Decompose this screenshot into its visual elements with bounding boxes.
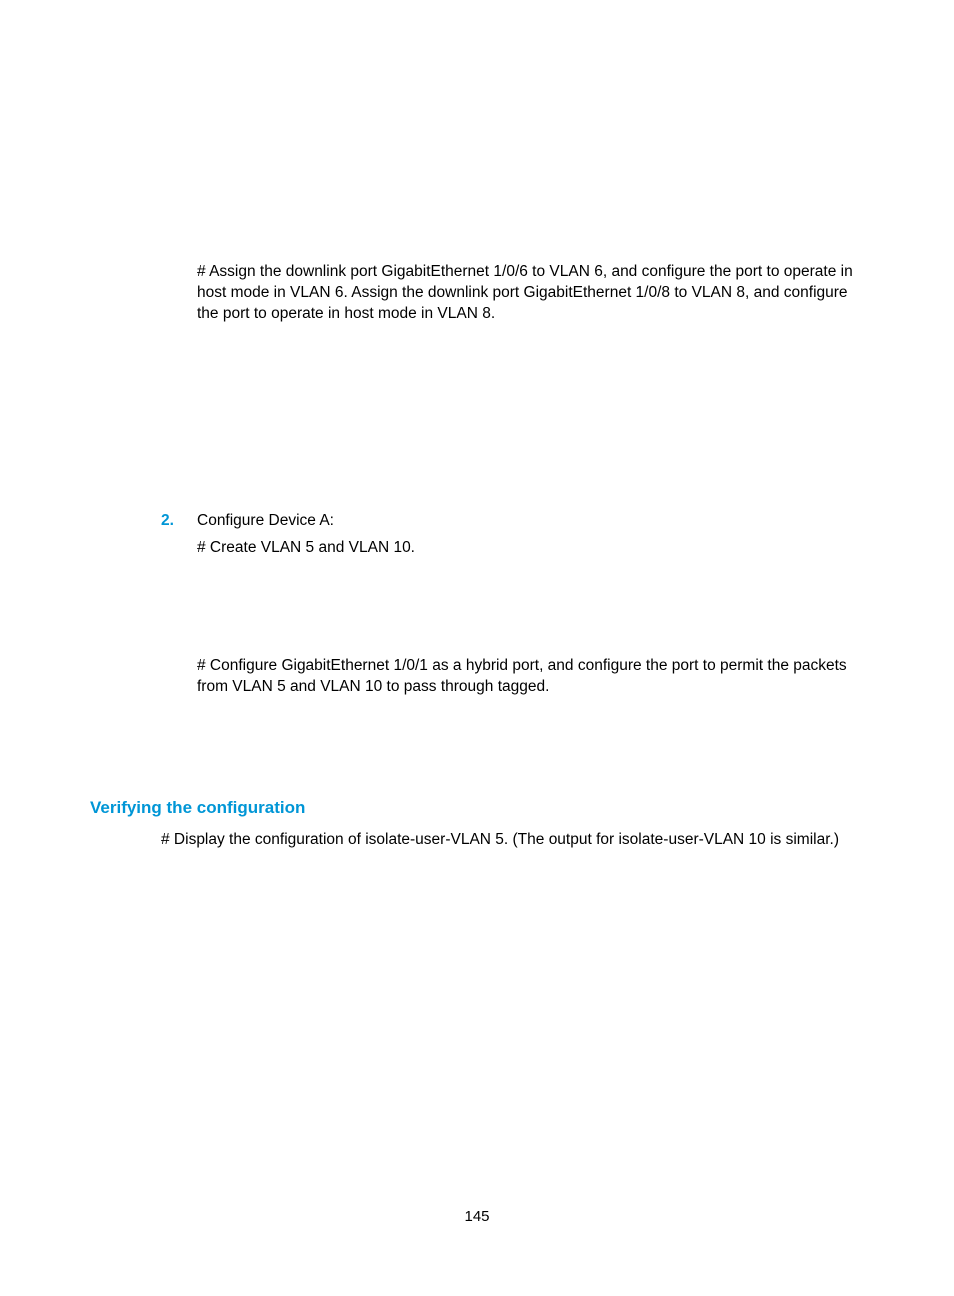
display-config-comment: # Display the configuration of isolate-user-VLAN 5. (The output for isolate-user-VLAN 10 is similar.) — [161, 831, 839, 848]
section-heading-verifying: Verifying the configuration — [90, 798, 306, 817]
step-2-title: Configure Device A: — [197, 512, 334, 529]
step-2-number: 2. — [161, 512, 174, 529]
host-mode-comment: # Assign the downlink port GigabitEthernet 1/0/6 to VLAN 6, and configure the port to operate in host mode in VLAN 6. Assign the downlink port GigabitEthernet 1/0/8 to VLAN 8, and configure the port to operate in host mode in VLAN 8. — [197, 263, 853, 322]
hybrid-port-comment: # Configure GigabitEthernet 1/0/1 as a hybrid port, and configure the port to permit the packets from VLAN 5 and VLAN 10 to pass through tagged. — [197, 657, 847, 695]
create-vlan-comment: # Create VLAN 5 and VLAN 10. — [197, 539, 415, 556]
page-number: 145 — [464, 1208, 490, 1225]
